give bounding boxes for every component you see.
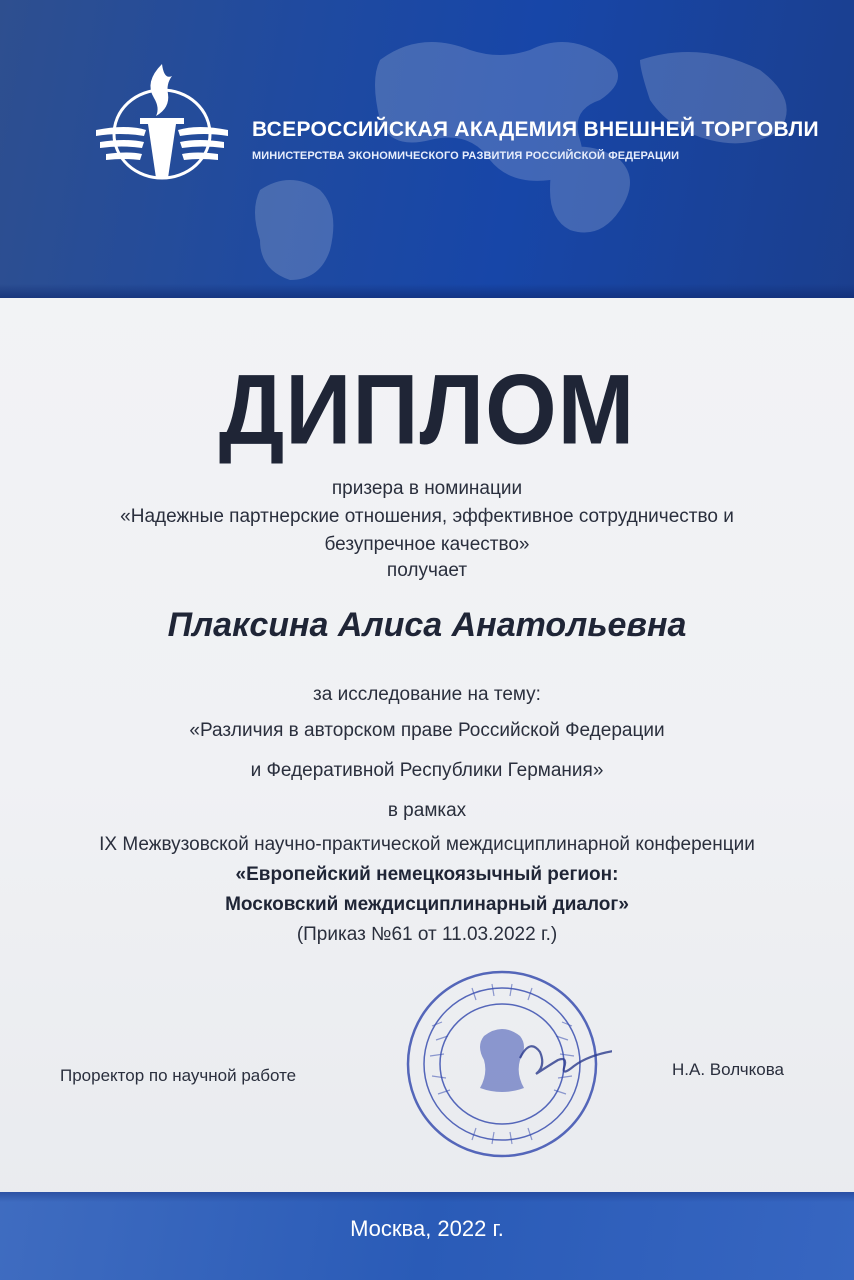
header-band — [0, 0, 854, 298]
conference-title-line-2: Московский междисциплинарный диалог» — [225, 894, 629, 915]
organization-subtitle: МИНИСТЕРСТВА ЭКОНОМИЧЕСКОГО РАЗВИТИЯ РОССИЙСКОЙ ФЕДЕРАЦИИ — [252, 150, 680, 162]
order-reference: (Приказ №61 от 11.03.2022 г.) — [296, 924, 558, 945]
receives-text: получает — [386, 560, 468, 581]
header-edge — [0, 284, 854, 298]
research-topic-line-1: «Различия в авторском праве Российской Федерации — [189, 720, 665, 741]
nomination-line-1: «Надежные партнерские отношения, эффективное сотрудничество и — [120, 506, 734, 527]
conference-title-line-1: «Европейский немецкоязычный регион: — [235, 864, 619, 885]
nomination-intro: призера в номинации — [331, 478, 523, 499]
signer-position: Проректор по научной работе — [60, 1066, 297, 1085]
framework-text: в рамках — [387, 800, 467, 821]
signer-name: Н.А. Волчкова — [672, 1060, 784, 1079]
official-stamp-icon — [402, 966, 612, 1162]
conference-name: IX Межвузовской научно-практической междисциплинарной конференции — [99, 834, 755, 855]
torch-wings-emblem-icon — [92, 56, 232, 186]
organization-name: ВСЕРОССИЙСКАЯ АКАДЕМИЯ ВНЕШНЕЙ ТОРГОВЛИ — [252, 118, 819, 141]
city-year: Москва, 2022 г. — [350, 1216, 504, 1241]
recipient-name: Плаксина Алиса Анатольевна — [167, 606, 687, 644]
research-intro: за исследование на тему: — [313, 684, 541, 705]
nomination-line-2: безупречное качество» — [324, 534, 530, 555]
handwritten-signature-icon — [520, 1046, 612, 1074]
diploma-title: ДИПЛОМ — [218, 354, 636, 466]
research-topic-line-2: и Федеративной Республики Германия» — [250, 760, 604, 781]
